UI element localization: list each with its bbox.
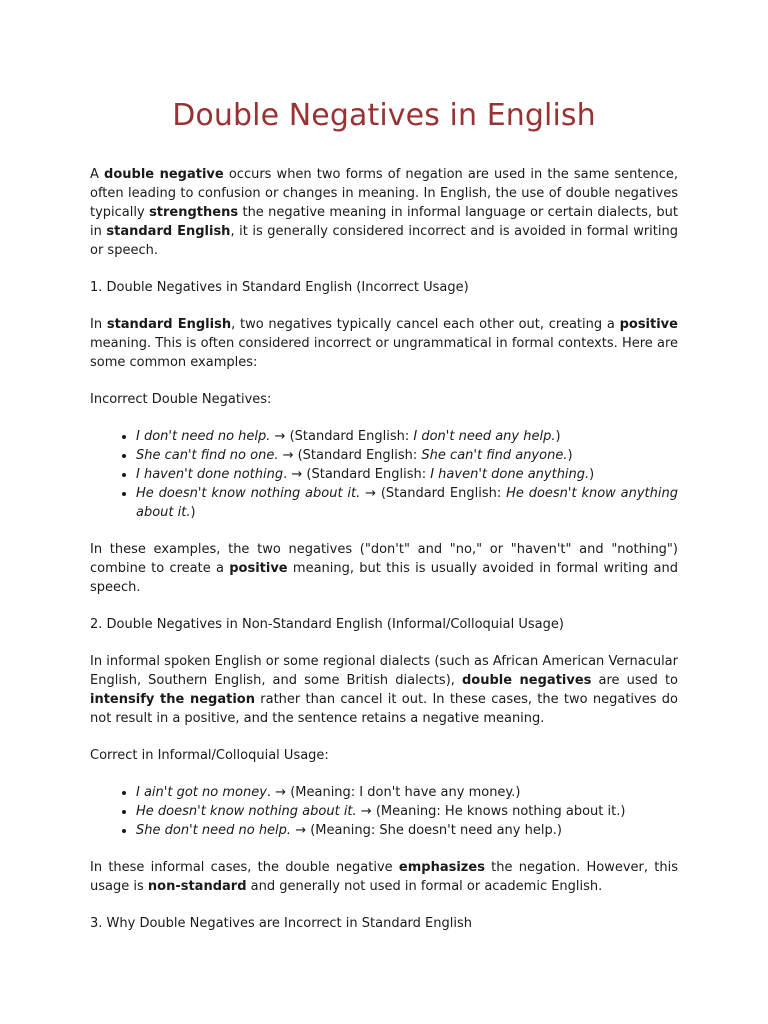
example-phrase: He doesn't know nothing about it.	[136, 804, 357, 819]
text: meaning, but this is usually avoided in formal writing and speech.	[90, 561, 678, 595]
bold-term: standard English	[106, 224, 231, 239]
text: → (Standard English:	[278, 448, 422, 463]
section-1-subheading: Incorrect Double Negatives:	[90, 392, 272, 407]
bold-term: non-standard	[147, 879, 247, 894]
section-2-after-paragraph	[90, 858, 678, 896]
bold-term: intensify the negation	[90, 692, 255, 707]
text: occurs when two forms of negation are used in the same sentence, often leading to confusion or changes in meaning. In English, the use of double negatives typically	[90, 167, 678, 220]
text: , two negatives typically cancel each other out, creating a	[231, 317, 620, 332]
bold-term: double negative	[104, 167, 224, 182]
text: are used to	[591, 673, 679, 688]
text: and generally not used in formal or academic English.	[246, 879, 603, 894]
corrected-phrase: He doesn't know anything about it.	[136, 486, 678, 520]
section-1-paragraph	[90, 315, 678, 372]
section-1-after-paragraph	[90, 540, 678, 597]
list-item	[136, 446, 678, 465]
example-phrase: I ain't got no money	[136, 785, 267, 800]
text: meaning. This is often considered incorrect or ungrammatical in formal contexts. Here are some common examples:	[90, 336, 678, 370]
text: In these examples, the two negatives ("don't" and "no," or "haven't" and "nothing") combine to create a	[90, 542, 678, 576]
example-phrase: She can't find no one.	[136, 448, 279, 463]
list-item	[136, 484, 678, 522]
text: , it is generally considered incorrect and is avoided in formal writing or speech.	[90, 224, 678, 258]
example-phrase: She don't need no help.	[136, 823, 292, 838]
incorrect-examples-list	[90, 427, 678, 522]
list-item	[136, 427, 678, 446]
section-2-heading: 2. Double Negatives in Non-Standard English (Informal/Colloquial Usage)	[90, 617, 564, 632]
meaning-text: → (Meaning: He knows nothing about it.)	[356, 804, 626, 819]
text: )	[567, 448, 573, 463]
text: In these informal cases, the double negative	[90, 860, 399, 875]
section-3-heading: 3. Why Double Negatives are Incorrect in Standard English	[90, 916, 472, 931]
section-2-paragraph	[90, 652, 678, 728]
bold-term: emphasizes	[398, 860, 485, 875]
text: . → (Standard English:	[283, 467, 431, 482]
bold-term: standard English	[106, 317, 232, 332]
section-2-subheading: Correct in Informal/Colloquial Usage:	[90, 748, 329, 763]
text: → (Standard English:	[360, 486, 507, 501]
text: the negation. However, this usage is	[90, 860, 678, 894]
colloquial-examples-list	[90, 783, 678, 840]
text: → (Standard English:	[270, 429, 414, 444]
bold-term: positive	[229, 561, 288, 576]
intro-paragraph	[90, 165, 678, 260]
list-item	[136, 465, 678, 484]
corrected-phrase: I haven't done anything.	[430, 467, 590, 482]
list-item	[136, 783, 678, 802]
meaning-text: → (Meaning: She doesn't need any help.)	[291, 823, 562, 838]
text: rather than cancel it out. In these cases, the two negatives do not result in a positive, and the sentence retains a negative meaning.	[90, 692, 679, 726]
list-item	[136, 821, 678, 840]
example-phrase: He doesn't know nothing about it.	[136, 486, 361, 501]
bold-term: double negatives	[462, 673, 592, 688]
bold-term: positive	[619, 317, 678, 332]
corrected-phrase: She can't find anyone.	[421, 448, 568, 463]
corrected-phrase: I don't need any help.	[413, 429, 556, 444]
meaning-text: . → (Meaning: I don't have any money.)	[266, 785, 521, 800]
text: )	[190, 505, 196, 520]
text: )	[555, 429, 561, 444]
section-1-heading: 1. Double Negatives in Standard English (Incorrect Usage)	[90, 280, 469, 295]
page-title: Double Negatives in English	[172, 98, 596, 133]
text: the negative meaning in informal language or certain dialects, but in	[90, 205, 678, 239]
bold-term: strengthens	[149, 205, 239, 220]
example-phrase: I don't need no help.	[136, 429, 271, 444]
text: In	[90, 317, 107, 332]
text: )	[589, 467, 595, 482]
example-phrase: I haven't done nothing	[136, 467, 284, 482]
text: A	[90, 167, 105, 182]
text: In informal spoken English or some regional dialects (such as African American Vernacular English, Southern English, and some British dialects),	[90, 654, 678, 688]
list-item	[136, 802, 678, 821]
